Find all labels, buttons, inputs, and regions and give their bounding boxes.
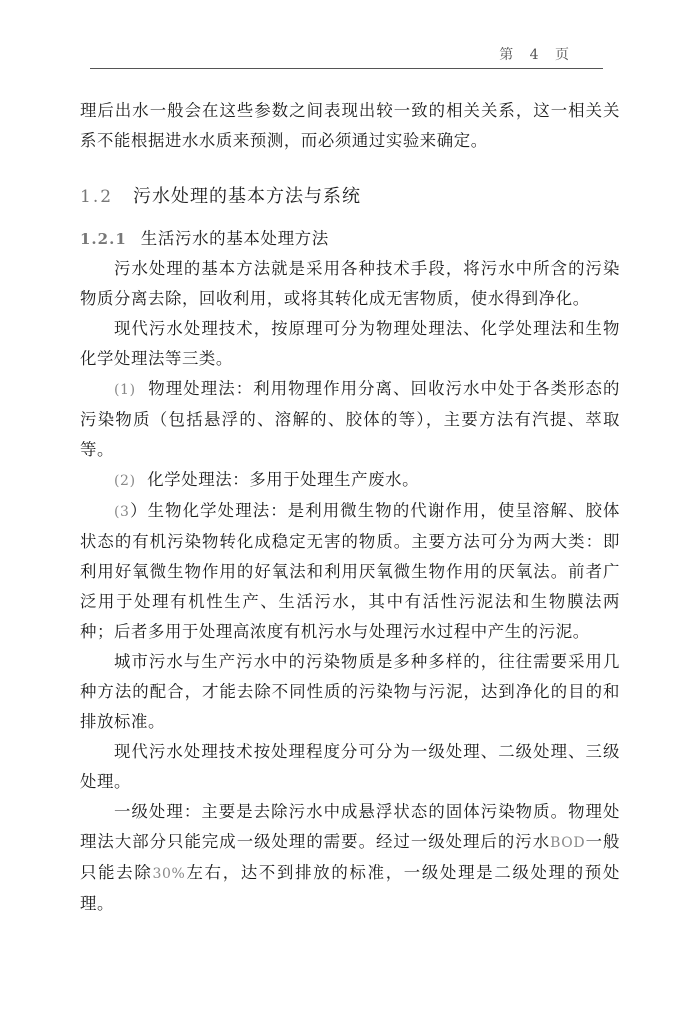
section-title: 污水处理的基本方法与系统 xyxy=(133,186,362,207)
text: 一般只能去除 xyxy=(80,832,620,882)
paragraph xyxy=(80,374,620,465)
list-number: (3 xyxy=(114,504,130,520)
bod-label: BOD xyxy=(550,835,586,851)
subsection-number: 1.2.1 xyxy=(80,230,127,248)
list-number: (2) xyxy=(114,473,136,489)
section-number: 1.2 xyxy=(80,187,114,207)
paragraph xyxy=(80,496,620,647)
list-number: (1) xyxy=(114,382,136,398)
list-text: 化学处理法：多用于处理生产废水。 xyxy=(147,470,420,489)
text: 一级处理：主要是去除污水中成悬浮状态的固体污染物质。物理处理法大部分只能完成一级处理的需要。经过一级处理后的污水 xyxy=(80,802,620,851)
list-text: ）生物化学处理法：是利用微生物的代谢作用，使呈溶解、胶体状态的有机污染物转化成稳定无害的物质。主要方法可分为两大类：即利用好氧微生物作用的好氧法和利用厌氧微生物作用的厌氧法。前者广泛用于处理有机性生产、生活污水，其中有活性污泥法和生物膜法两种；后者多用于处理高浓度有机污水与处理污水过程中产生的污泥。 xyxy=(80,501,620,641)
percent-value: 30% xyxy=(152,866,186,882)
paragraph: 现代污水处理技术按处理程度分可分为一级处理、二级处理、三级处理。 xyxy=(80,742,620,791)
page-number: 第 4 页 xyxy=(499,47,575,63)
paragraph: 城市污水与生产污水中的污染物质是多种多样的，往往需要采用几种方法的配合，才能去除不同性质的污染物与污泥，达到净化的目的和排放标准。 xyxy=(80,652,620,731)
list-text: 物理处理法：利用物理作用分离、回收污水中处于各类形态的污染物质（包括悬浮的、溶解的、胶体的等），主要方法有汽提、萃取等。 xyxy=(80,379,620,459)
section-heading xyxy=(80,182,620,212)
subsection-heading xyxy=(80,224,620,254)
paragraph: 污水处理的基本方法就是采用各种技术手段，将污水中所含的污染物质分离去除，回收利用，或将其转化成无害物质，使水得到净化。 xyxy=(80,259,620,308)
paragraph xyxy=(80,797,620,919)
paragraph: 现代污水处理技术，按原理可分为物理处理法、化学处理法和生物化学处理法等三类。 xyxy=(80,319,620,368)
document-body xyxy=(80,96,620,919)
page-header xyxy=(90,44,603,69)
paragraph-continuation: 理后出水一般会在这些参数之间表现出较一致的相关关系，这一相关关系不能根据进水水质来预测，而必须通过实验来确定。 xyxy=(80,101,620,150)
subsection-title: 生活污水的基本处理方法 xyxy=(140,229,329,248)
paragraph xyxy=(80,465,620,496)
text: 左右，达不到排放的标准，一级处理是二级处理的预处理。 xyxy=(80,863,621,913)
